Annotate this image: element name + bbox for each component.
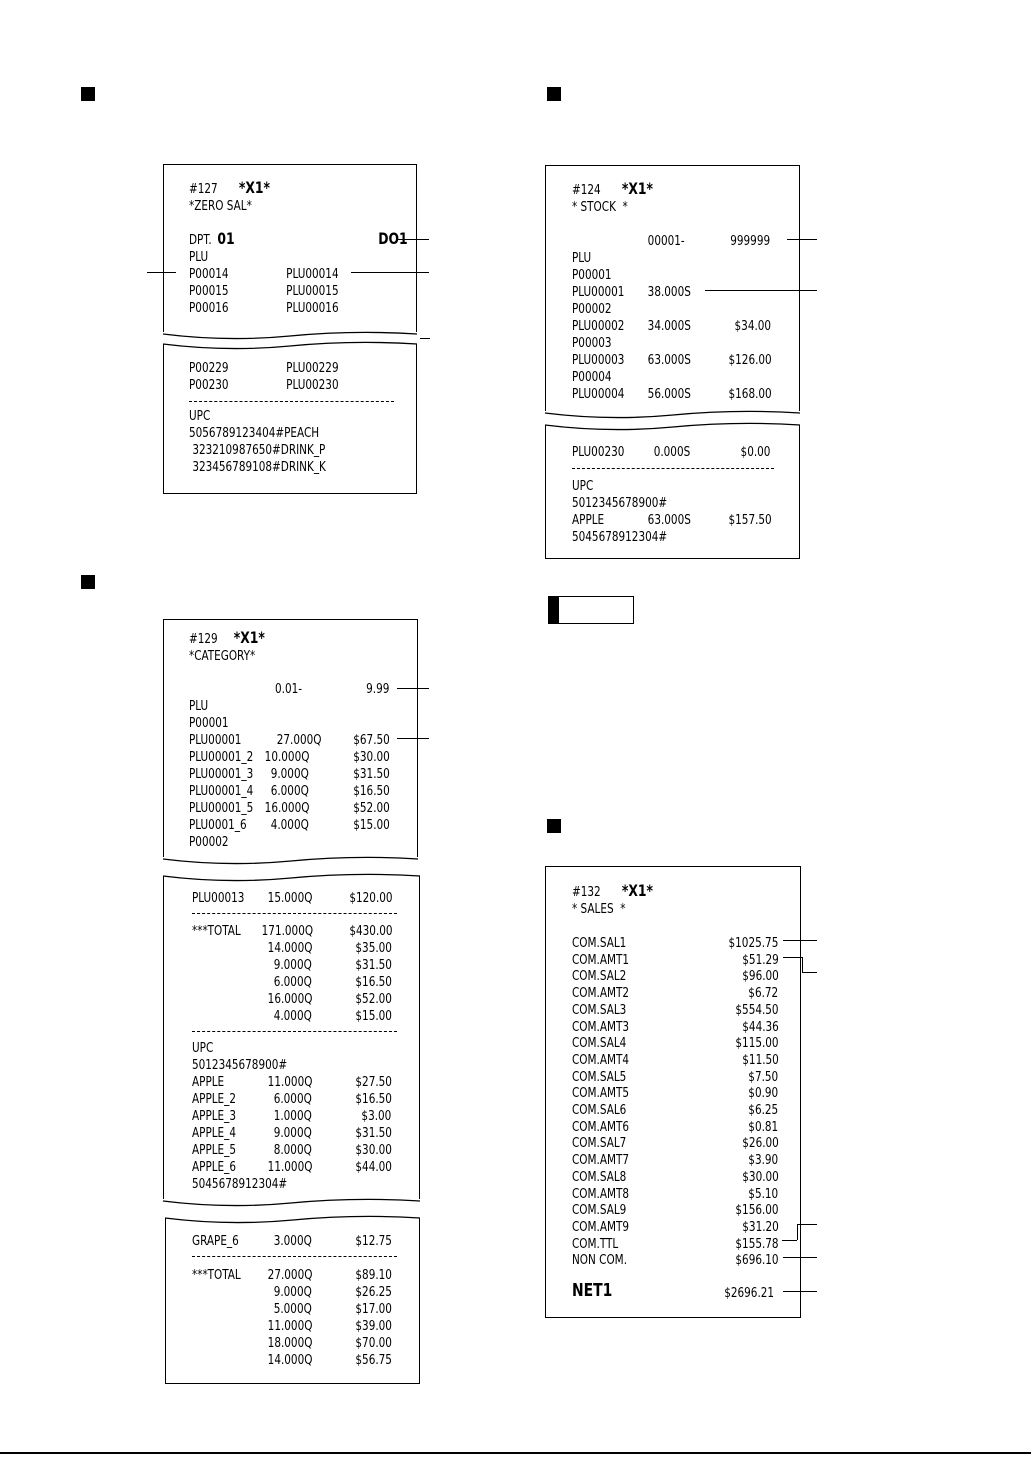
p-code: P00001 xyxy=(189,715,229,731)
separator xyxy=(192,1031,397,1032)
total-label: ***TOTAL xyxy=(192,923,241,939)
sales-row-amount: $554.50 xyxy=(735,1001,779,1018)
sales-row-label: COM.TTL xyxy=(572,1235,619,1252)
p-code: P00230 xyxy=(189,377,229,393)
receipt-number: #127 xyxy=(189,181,218,197)
dept-label: DPT. xyxy=(189,232,212,248)
qty: 18.000Q xyxy=(267,1335,313,1351)
item-name: APPLE_2 xyxy=(192,1091,237,1107)
amount: $0.00 xyxy=(740,444,771,460)
qty: 9.000Q xyxy=(273,957,312,973)
separator xyxy=(192,913,397,914)
upc-line: 5056789123404#PEACH xyxy=(189,425,320,441)
amount: $3.00 xyxy=(361,1108,392,1124)
qty: 16.000Q xyxy=(264,800,310,816)
receipt-number: #129 xyxy=(189,631,218,647)
amount: $31.50 xyxy=(353,766,390,782)
sales-row-label: COM.AMT8 xyxy=(572,1185,630,1202)
amount: $126.00 xyxy=(728,352,772,368)
item-name: APPLE_4 xyxy=(192,1125,237,1141)
qty: 14.000Q xyxy=(267,940,313,956)
sales-row-amount: $696.10 xyxy=(735,1252,779,1269)
qty: 11.000Q xyxy=(267,1159,313,1175)
qty: 9.000Q xyxy=(273,1284,312,1300)
sales-row-label: COM.SAL1 xyxy=(572,935,627,951)
separator xyxy=(192,1256,397,1257)
dept-code: DO1 xyxy=(378,229,408,248)
mode-label: *X1* xyxy=(233,628,265,647)
p-code: P00014 xyxy=(189,266,229,282)
sales-row-label: COM.AMT1 xyxy=(572,951,630,968)
sales-row-label: COM.SAL5 xyxy=(572,1068,627,1085)
section-marker-category xyxy=(81,575,95,589)
callout-line xyxy=(420,338,430,339)
amount: $56.75 xyxy=(355,1352,392,1368)
qty: 0.000S xyxy=(653,444,691,460)
sales-row-label: COM.AMT3 xyxy=(572,1018,630,1035)
separator xyxy=(572,468,774,469)
plu-code: PLU00229 xyxy=(286,360,339,376)
qty: 14.000Q xyxy=(267,1352,313,1368)
report-title: *ZERO SAL* xyxy=(189,198,252,214)
callout-line xyxy=(705,290,817,291)
sales-row-amount: $0.81 xyxy=(748,1118,779,1135)
amount: $15.00 xyxy=(353,817,390,833)
net-amount: $2696.21 xyxy=(724,1285,775,1301)
p-code: P00004 xyxy=(572,369,612,385)
item-name: APPLE_6 xyxy=(192,1159,237,1175)
sales-row-amount: $7.50 xyxy=(748,1068,779,1085)
callout-line xyxy=(397,688,429,689)
report-title: * SALES * xyxy=(572,901,626,917)
upc-label: UPC xyxy=(189,408,211,424)
sales-row-label: COM.SAL6 xyxy=(572,1102,627,1118)
plu-code: PLU00014 xyxy=(286,266,339,282)
sales-row-label: COM.AMT4 xyxy=(572,1051,630,1068)
qty: 63.000S xyxy=(647,512,691,528)
range-from: 0.01- xyxy=(275,681,303,697)
sales-row-label: COM.AMT9 xyxy=(572,1218,630,1235)
callout-line xyxy=(783,1257,817,1258)
p-code: P00015 xyxy=(189,283,229,299)
report-title: * STOCK * xyxy=(572,199,628,215)
amount: $120.00 xyxy=(349,890,393,906)
p-code: P00016 xyxy=(189,300,229,316)
mode-label: *X1* xyxy=(621,179,653,198)
dept-number: 01 xyxy=(217,229,235,248)
report-title: *CATEGORY* xyxy=(189,648,256,664)
plu-label: PLU xyxy=(572,250,592,266)
callout-line xyxy=(783,1291,817,1292)
section-marker-stock xyxy=(547,87,561,101)
sales-row-amount: $115.00 xyxy=(735,1035,779,1052)
callout-line xyxy=(147,272,176,273)
qty: 10.000Q xyxy=(264,749,310,765)
p-code: P00002 xyxy=(189,834,229,850)
page-bottom-rule xyxy=(0,1452,1031,1454)
sales-row-amount: $1025.75 xyxy=(728,935,779,951)
callout-line xyxy=(802,972,817,973)
net-label: NET1 xyxy=(572,1280,613,1301)
amount: $35.00 xyxy=(355,940,392,956)
amount: $39.00 xyxy=(355,1318,392,1334)
item-name: PLU00001_3 xyxy=(189,766,254,782)
item-name: PLU0001_6 xyxy=(189,817,247,833)
amount: $27.50 xyxy=(355,1074,392,1090)
amount: $67.50 xyxy=(353,732,390,748)
sales-row-amount: $3.90 xyxy=(748,1152,779,1169)
plu-code: PLU00016 xyxy=(286,300,339,316)
qty: 8.000Q xyxy=(273,1142,312,1158)
sales-row-label: COM.AMT2 xyxy=(572,985,630,1002)
plu-code: PLU00002 xyxy=(572,318,625,334)
amount: $52.00 xyxy=(353,800,390,816)
sales-row-label: COM.SAL2 xyxy=(572,968,627,985)
sales-row-label: COM.AMT5 xyxy=(572,1085,630,1102)
qty: 5.000Q xyxy=(273,1301,312,1317)
upc-label: UPC xyxy=(572,478,594,494)
plu-code: PLU00015 xyxy=(286,283,339,299)
amount: $12.75 xyxy=(355,1233,392,1249)
qty: 34.000S xyxy=(647,318,691,334)
amount: $16.50 xyxy=(355,1091,392,1107)
sales-receipt xyxy=(545,866,801,1318)
total-label: ***TOTAL xyxy=(192,1267,241,1283)
item-name: PLU00001_2 xyxy=(189,749,254,765)
sales-row-amount: $11.50 xyxy=(742,1051,779,1068)
amount: $15.00 xyxy=(355,1008,392,1024)
qty: 11.000Q xyxy=(267,1318,313,1334)
separator xyxy=(189,401,394,402)
amount: $52.00 xyxy=(355,991,392,1007)
item-name: PLU00013 xyxy=(192,890,245,906)
range-to: 9.99 xyxy=(366,681,390,697)
callout-line xyxy=(397,738,429,739)
qty: 171.000Q xyxy=(261,923,314,939)
item-name: PLU00001_4 xyxy=(189,783,254,799)
plu-code: PLU00230 xyxy=(572,444,625,460)
plu-code: PLU00230 xyxy=(286,377,339,393)
range-from: 00001- xyxy=(647,233,685,249)
amount: $17.00 xyxy=(355,1301,392,1317)
sales-row-amount: $6.72 xyxy=(748,985,779,1002)
zero-sales-receipt-part2 xyxy=(163,344,417,494)
qty: 11.000Q xyxy=(267,1074,313,1090)
callout-line xyxy=(782,1240,797,1241)
qty: 6.000Q xyxy=(270,783,309,799)
amount: $157.50 xyxy=(728,512,772,528)
sales-row-label: COM.AMT6 xyxy=(572,1118,630,1135)
sales-row-label: COM.SAL7 xyxy=(572,1135,627,1152)
amount: $26.25 xyxy=(355,1284,392,1300)
sales-row-label: COM.SAL4 xyxy=(572,1035,627,1052)
qty: 27.000Q xyxy=(276,732,322,748)
sales-row-label: COM.SAL8 xyxy=(572,1168,627,1185)
upc-code: 5045678912304# xyxy=(572,529,668,545)
sales-row-label: NON COM. xyxy=(572,1252,628,1269)
sales-row-amount: $6.25 xyxy=(748,1102,779,1118)
sales-row-amount: $26.00 xyxy=(742,1135,779,1152)
amount: $168.00 xyxy=(728,386,772,402)
sales-row-label: COM.SAL3 xyxy=(572,1001,627,1018)
p-code: P00229 xyxy=(189,360,229,376)
qty: 6.000Q xyxy=(273,974,312,990)
section-marker-zero-sales xyxy=(81,87,95,101)
qty: 27.000Q xyxy=(267,1267,313,1283)
plu-code: PLU00003 xyxy=(572,352,625,368)
stock-receipt-part1 xyxy=(545,165,800,411)
amount: $70.00 xyxy=(355,1335,392,1351)
callout-line xyxy=(783,957,802,958)
item-name: PLU00001 xyxy=(189,732,242,748)
sales-row-amount: $44.36 xyxy=(742,1018,779,1035)
qty: 3.000Q xyxy=(273,1233,312,1249)
qty: 9.000Q xyxy=(273,1125,312,1141)
amount: $31.50 xyxy=(355,1125,392,1141)
sales-row-amount: $0.90 xyxy=(748,1085,779,1102)
amount: $30.00 xyxy=(355,1142,392,1158)
upc-label: UPC xyxy=(192,1040,214,1056)
qty: 4.000Q xyxy=(273,1008,312,1024)
qty: 1.000Q xyxy=(273,1108,312,1124)
qty: 15.000Q xyxy=(267,890,313,906)
upc-code: 5045678912304# xyxy=(192,1176,288,1192)
upc-code: 5012345678900# xyxy=(572,495,668,511)
amount: $16.50 xyxy=(355,974,392,990)
receipt-number: #124 xyxy=(572,182,601,198)
upc-line: 323210987650#DRINK_P xyxy=(189,442,326,458)
sales-row-label: COM.AMT7 xyxy=(572,1152,630,1169)
upc-line: 323456789108#DRINK_K xyxy=(189,459,326,475)
callout-line xyxy=(397,239,429,240)
stock-receipt-part2 xyxy=(545,425,800,559)
sales-row-amount: $96.00 xyxy=(742,968,779,985)
sales-row-amount: $155.78 xyxy=(735,1235,779,1252)
sales-row-amount: $30.00 xyxy=(742,1168,779,1185)
item-name: APPLE_3 xyxy=(192,1108,237,1124)
note-box xyxy=(548,596,634,624)
item-name: APPLE_5 xyxy=(192,1142,237,1158)
callout-line xyxy=(351,272,429,273)
category-receipt-part2 xyxy=(163,876,420,1199)
callout-line xyxy=(783,940,817,941)
range-to: 999999 xyxy=(730,233,771,249)
sales-row-label: COM.SAL9 xyxy=(572,1202,627,1219)
p-code: P00003 xyxy=(572,335,612,351)
section-marker-sales xyxy=(547,819,561,833)
plu-code: PLU00004 xyxy=(572,386,625,402)
amount: $89.10 xyxy=(355,1267,392,1283)
qty: 6.000Q xyxy=(273,1091,312,1107)
p-code: P00001 xyxy=(572,267,612,283)
qty: 63.000S xyxy=(647,352,691,368)
callout-line xyxy=(787,239,817,240)
category-receipt-part1 xyxy=(163,619,418,857)
amount: $31.50 xyxy=(355,957,392,973)
mode-label: *X1* xyxy=(238,178,270,197)
sales-row-amount: $31.20 xyxy=(742,1218,779,1235)
mode-label: *X1* xyxy=(621,881,653,900)
plu-label: PLU xyxy=(189,249,209,265)
plu-label: PLU xyxy=(189,698,209,714)
item-name: APPLE xyxy=(572,512,605,528)
receipt-number: #132 xyxy=(572,884,601,900)
sales-row-amount: $51.29 xyxy=(742,951,779,968)
zero-sales-receipt-part1 xyxy=(163,164,417,332)
amount: $34.00 xyxy=(734,318,772,334)
qty: 16.000Q xyxy=(267,991,313,1007)
plu-code: PLU00001 xyxy=(572,284,625,300)
callout-line xyxy=(802,957,803,972)
item-name: GRAPE_6 xyxy=(192,1233,239,1249)
amount: $430.00 xyxy=(349,923,393,939)
item-name: PLU00001_5 xyxy=(189,800,254,816)
sales-row-amount: $5.10 xyxy=(748,1185,779,1202)
p-code: P00002 xyxy=(572,301,612,317)
qty: 56.000S xyxy=(647,386,691,402)
amount: $16.50 xyxy=(353,783,390,799)
amount: $30.00 xyxy=(353,749,390,765)
upc-code: 5012345678900# xyxy=(192,1057,288,1073)
amount: $44.00 xyxy=(355,1159,392,1175)
callout-line xyxy=(797,1224,817,1225)
category-receipt-part3 xyxy=(165,1218,420,1384)
qty: 4.000Q xyxy=(270,817,309,833)
item-name: APPLE xyxy=(192,1074,225,1090)
qty: 38.000S xyxy=(647,284,691,300)
note-bar xyxy=(549,597,559,623)
callout-line xyxy=(797,1224,798,1240)
sales-row-amount: $156.00 xyxy=(735,1202,779,1219)
qty: 9.000Q xyxy=(270,766,309,782)
